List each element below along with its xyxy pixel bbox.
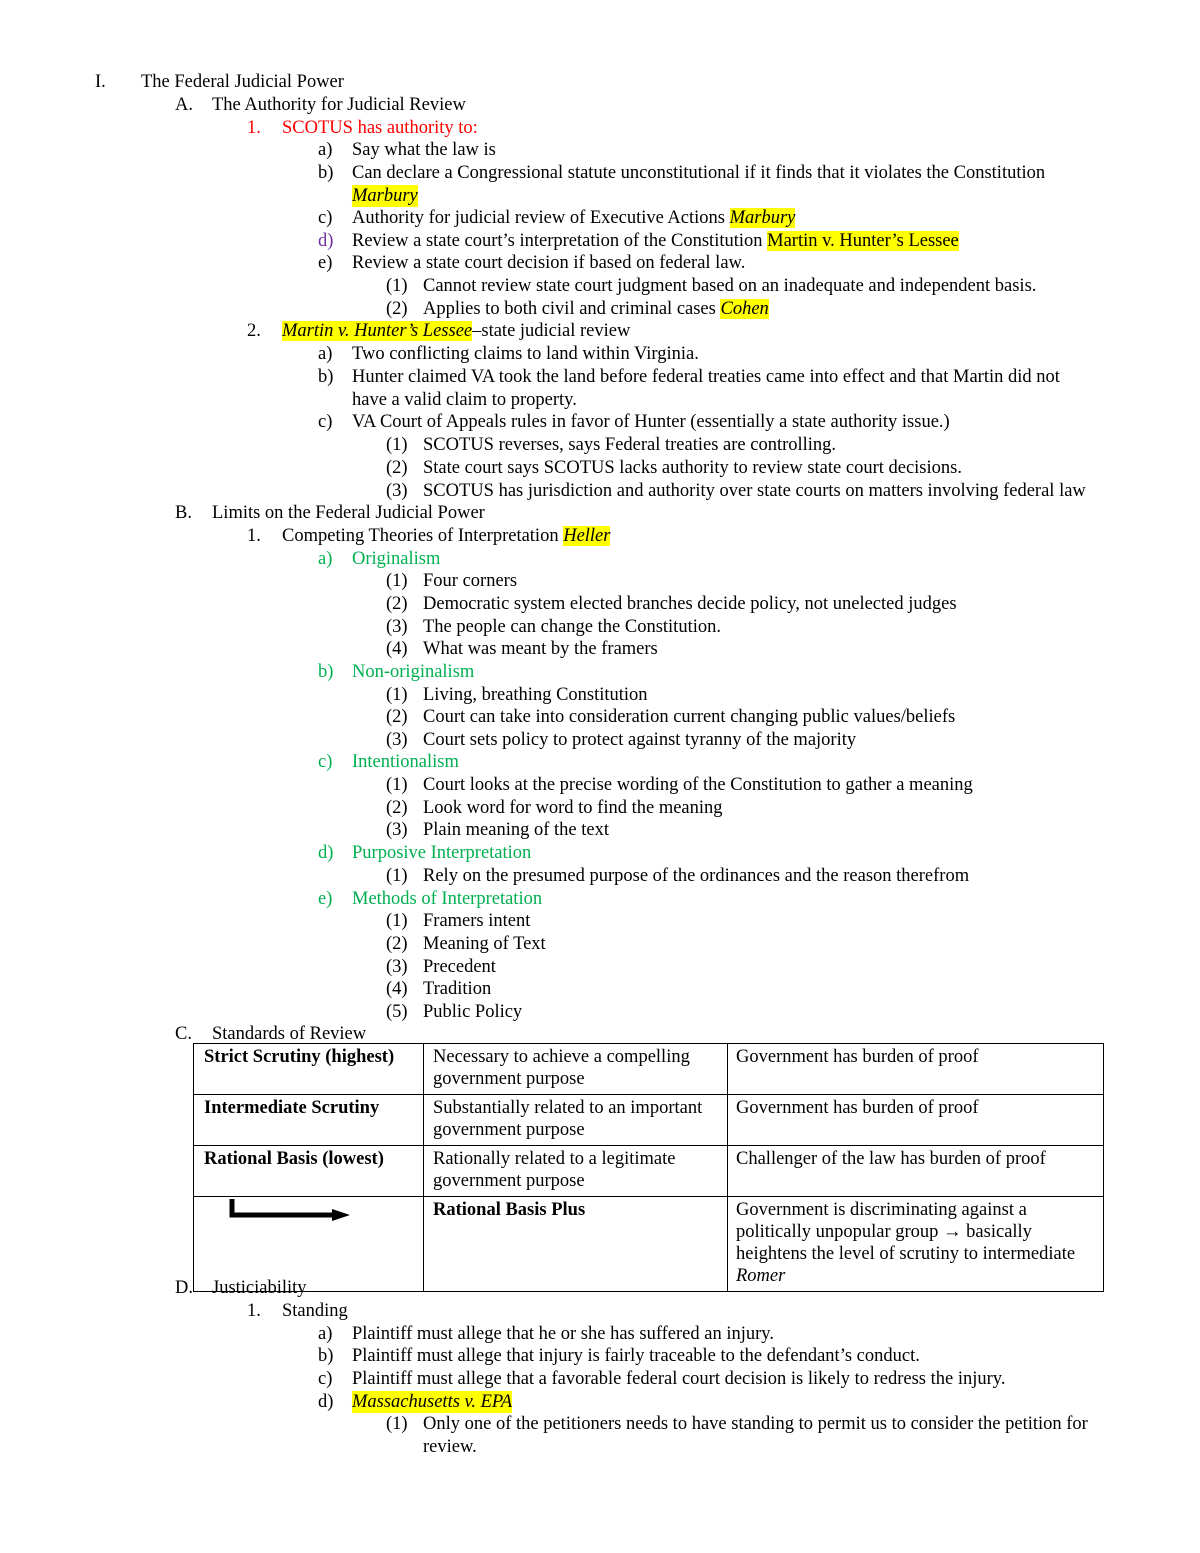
case-citation: Massachusetts v. EPA (352, 1392, 513, 1412)
outline-marker: 1. (247, 526, 261, 546)
theory-non-originalism: Non-originalism (352, 662, 475, 682)
outline-item: Living, breathing Constitution (423, 685, 648, 705)
case-citation: Marbury (352, 186, 418, 206)
table-cell (728, 1197, 1104, 1292)
table-cell: Necessary to achieve a compelling government purpose (424, 1044, 728, 1095)
table-cell (194, 1095, 424, 1146)
outline-item: Can declare a Congressional statute unconstitutional if it finds that it violates the Constitution (352, 163, 1046, 183)
outline-marker: c) (318, 1369, 333, 1389)
outline-marker: (2) (386, 798, 408, 818)
table-row (194, 1146, 1104, 1197)
theory-purposive: Purposive Interpretation (352, 843, 532, 863)
outline-item: Meaning of Text (423, 934, 546, 954)
outline-item: Cannot review state court judgment based on an inadequate and independent basis. (423, 276, 1037, 296)
standards-of-review-table (193, 1043, 1104, 1292)
outline-item-continued: have a valid claim to property. (352, 390, 577, 410)
outline-item (352, 207, 795, 229)
outline-marker: (1) (386, 775, 408, 795)
heading-standards-of-review: Standards of Review (212, 1024, 367, 1044)
scrutiny-level: Rational Basis Plus (433, 1200, 586, 1220)
table-cell (424, 1197, 728, 1292)
case-citation: Romer (736, 1266, 786, 1286)
table-cell: Substantially related to an important government purpose (424, 1095, 728, 1146)
heading-authority-judicial-review: The Authority for Judicial Review (212, 95, 466, 115)
outline-item: Framers intent (423, 911, 531, 931)
outline-marker: c) (318, 752, 333, 772)
outline-marker: (4) (386, 639, 408, 659)
outline-marker: (2) (386, 458, 408, 478)
outline-marker: C. (175, 1024, 192, 1044)
outline-marker: d) (318, 843, 334, 863)
outline-item (282, 525, 610, 547)
heading-justiciability: Justiciability (212, 1278, 307, 1298)
item-text: Review a state court’s interpretation of the Constitution (352, 231, 768, 251)
outline-item: Court can take into consideration current changing public values/beliefs (423, 707, 956, 727)
table-cell: Government has burden of proof (728, 1044, 1104, 1095)
outline-marker: (1) (386, 1414, 408, 1434)
case-citation: Martin v. Hunter’s Lessee (767, 231, 959, 251)
outline-marker: (3) (386, 820, 408, 840)
outline-marker: (2) (386, 594, 408, 614)
table-row (194, 1044, 1104, 1095)
item-text: Authority for judicial review of Executive Actions (352, 208, 730, 228)
outline-marker: b) (318, 367, 334, 387)
outline-item: The people can change the Constitution. (423, 617, 721, 637)
outline-marker: b) (318, 1346, 334, 1366)
scrutiny-level: Intermediate Scrutiny (204, 1098, 380, 1118)
theory-originalism: Originalism (352, 549, 441, 569)
outline-item (423, 298, 769, 320)
outline-marker: (1) (386, 276, 408, 296)
heading-federal-judicial-power: The Federal Judicial Power (141, 72, 344, 92)
outline-item: Public Policy (423, 1002, 523, 1022)
outline-marker: c) (318, 412, 333, 432)
outline-item (352, 230, 959, 252)
outline-marker: e) (318, 889, 333, 909)
outline-item: Review a state court decision if based on federal law. (352, 253, 746, 273)
outline-marker: (2) (386, 299, 408, 319)
outline-marker: (3) (386, 730, 408, 750)
outline-marker: (1) (386, 866, 408, 886)
case-citation: Martin v. Hunter’s Lessee (282, 321, 473, 341)
outline-item: Tradition (423, 979, 492, 999)
table-cell: Rationally related to a legitimate government purpose (424, 1146, 728, 1197)
outline-item: SCOTUS has jurisdiction and authority over state courts on matters involving federal law (423, 481, 1086, 501)
heading-limits-judicial-power: Limits on the Federal Judicial Power (212, 503, 485, 523)
outline-marker: c) (318, 208, 333, 228)
outline-item-continued: review. (423, 1437, 477, 1457)
outline-item: State court says SCOTUS lacks authority to review state court decisions. (423, 458, 962, 478)
outline-marker: 1. (247, 118, 261, 138)
outline-marker: (5) (386, 1002, 408, 1022)
outline-item: Plaintiff must allege that injury is fairly traceable to the defendant’s conduct. (352, 1346, 920, 1366)
outline-marker: b) (318, 163, 334, 183)
outline-item: Democratic system elected branches decide policy, not unelected judges (423, 594, 957, 614)
table-cell: Government has burden of proof (728, 1095, 1104, 1146)
outline-item: Look word for word to find the meaning (423, 798, 723, 818)
bent-arrow-icon (228, 1199, 358, 1225)
outline-marker: 1. (247, 1301, 261, 1321)
outline-item: Four corners (423, 571, 518, 591)
outline-marker: B. (175, 503, 192, 523)
outline-marker: d) (318, 1392, 334, 1412)
outline-marker: a) (318, 344, 333, 364)
theory-intentionalism: Intentionalism (352, 752, 459, 772)
outline-item: Two conflicting claims to land within Virginia. (352, 344, 699, 364)
outline-marker: a) (318, 1324, 333, 1344)
outline-item: Court sets policy to protect against tyranny of the majority (423, 730, 857, 750)
outline-marker: A. (175, 95, 193, 115)
outline-marker: (2) (386, 934, 408, 954)
outline-item: Precedent (423, 957, 496, 977)
outline-marker: I. (95, 72, 106, 92)
outline-marker: D. (175, 1278, 193, 1298)
outline-marker: (3) (386, 617, 408, 637)
outline-marker: e) (318, 253, 333, 273)
burden-text: Government is discriminating against a politically unpopular group → basically heightens the level of scrutiny to intermediate (736, 1200, 1076, 1264)
outline-item: Plaintiff must allege that he or she has suffered an injury. (352, 1324, 774, 1344)
outline-marker: (1) (386, 435, 408, 455)
outline-item: Hunter claimed VA took the land before federal treaties came into effect and that Martin did not (352, 367, 1060, 387)
item-text: Competing Theories of Interpretation (282, 526, 564, 546)
case-citation: Heller (563, 526, 611, 546)
item-text: Applies to both civil and criminal cases (423, 299, 721, 319)
outline-marker: (1) (386, 685, 408, 705)
outline-item (282, 320, 630, 342)
outline-marker: 2. (247, 321, 261, 341)
outline-item: SCOTUS reverses, says Federal treaties are controlling. (423, 435, 837, 455)
outline-item: SCOTUS has authority to: (282, 118, 478, 138)
outline-item: Court looks at the precise wording of the Constitution to gather a meaning (423, 775, 973, 795)
outline-item: What was meant by the framers (423, 639, 658, 659)
case-citation: Cohen (720, 299, 769, 319)
case-citation: Marbury (729, 208, 796, 228)
outline-item: Plain meaning of the text (423, 820, 609, 840)
outline-marker: a) (318, 549, 333, 569)
table-row (194, 1197, 1104, 1292)
outline-marker: (3) (386, 957, 408, 977)
outline-marker: (1) (386, 911, 408, 931)
theory-methods: Methods of Interpretation (352, 889, 543, 909)
scrutiny-level: Rational Basis (lowest) (204, 1149, 384, 1169)
table-cell: Challenger of the law has burden of proof (728, 1146, 1104, 1197)
outline-item: Rely on the presumed purpose of the ordinances and the reason therefrom (423, 866, 970, 886)
scrutiny-level: Strict Scrutiny (highest) (204, 1047, 395, 1067)
outline-marker: (2) (386, 707, 408, 727)
outline-marker: (1) (386, 571, 408, 591)
table-cell (194, 1146, 424, 1197)
outline-item: VA Court of Appeals rules in favor of Hunter (essentially a state authority issue.) (352, 412, 950, 432)
outline-item: Standing (282, 1301, 348, 1321)
outline-marker: (4) (386, 979, 408, 999)
outline-marker: a) (318, 140, 333, 160)
table-cell (194, 1044, 424, 1095)
outline-item: Plaintiff must allege that a favorable federal court decision is likely to redress the injury. (352, 1369, 1006, 1389)
outline-marker: (3) (386, 481, 408, 501)
outline-item: Only one of the petitioners needs to have standing to permit us to consider the petition for (423, 1414, 1088, 1434)
outline-item: Say what the law is (352, 140, 496, 160)
table-row (194, 1095, 1104, 1146)
outline-marker: b) (318, 662, 334, 682)
outline-marker: d) (318, 231, 334, 251)
item-text: –state judicial review (472, 321, 631, 341)
